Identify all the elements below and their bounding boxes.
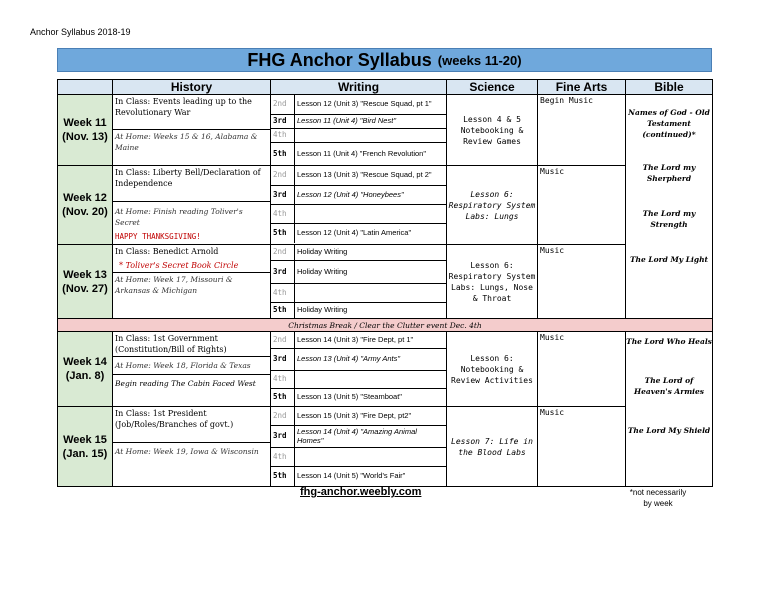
writing-grade: 2nd bbox=[271, 332, 295, 348]
writing-lesson: Lesson 12 (Unit 4) "Latin America" bbox=[297, 228, 412, 238]
header-row bbox=[58, 80, 713, 95]
writing-grade: 4th bbox=[271, 205, 295, 223]
history-at-home: At Home: Weeks 15 & 16, Alabama & Maine bbox=[115, 132, 258, 152]
writing-row bbox=[271, 224, 446, 243]
bible-cell-bottom bbox=[626, 332, 713, 487]
history-at-home: At Home: Week 19, Iowa & Wisconsin bbox=[115, 447, 259, 456]
writing-lesson: Lesson 13 (Unit 4) "Army Ants" bbox=[297, 354, 401, 364]
writing-cell bbox=[271, 95, 447, 166]
history-note: Begin reading The Cabin Faced West bbox=[115, 379, 256, 388]
writing-lesson: Lesson 11 (Unit 4) "French Revolution" bbox=[297, 148, 426, 158]
writing-grade: 2nd bbox=[271, 95, 295, 114]
history-at-home: At Home: Week 17, Missouri & Arkansas & Michigan bbox=[115, 275, 233, 295]
writing-lesson bbox=[295, 205, 446, 223]
science-text: Lesson 6: Respiratory System Labs: Lungs bbox=[448, 189, 536, 221]
history-in-class: In Class: Benedict Arnold bbox=[115, 247, 219, 256]
header-bible: Bible bbox=[626, 80, 713, 95]
writing-grade: 5th bbox=[271, 143, 295, 165]
history-cell bbox=[113, 95, 271, 166]
writing-row bbox=[271, 115, 446, 129]
history-at-home: At Home: Finish reading Toliver's Secret bbox=[115, 207, 243, 227]
writing-lesson: Holiday Writing bbox=[297, 247, 348, 257]
writing-row bbox=[271, 371, 446, 389]
writing-row bbox=[271, 332, 446, 349]
writing-row bbox=[271, 349, 446, 371]
writing-grade: 3rd bbox=[271, 349, 295, 370]
writing-lesson bbox=[295, 284, 446, 302]
page-subtitle: (weeks 11-20) bbox=[437, 52, 522, 68]
writing-lesson bbox=[295, 129, 446, 142]
fine-arts-cell: Music bbox=[538, 332, 626, 407]
syllabus-table bbox=[57, 79, 713, 487]
history-in-class: In Class: 1st Government (Constitution/Bill of Rights) bbox=[113, 332, 270, 357]
history-in-class: In Class: Liberty Bell/Declaration of Independence bbox=[113, 166, 270, 202]
writing-lesson: Lesson 14 (Unit 5) "World's Fair" bbox=[297, 471, 406, 481]
writing-grade: 4th bbox=[271, 129, 295, 142]
writing-grade: 3rd bbox=[271, 186, 295, 204]
fine-arts-cell: Music bbox=[538, 166, 626, 245]
week-date: (Nov. 20) bbox=[62, 206, 108, 218]
writing-grade: 5th bbox=[271, 303, 295, 318]
writing-row bbox=[271, 303, 446, 318]
header-week bbox=[58, 80, 113, 95]
writing-lesson: Lesson 12 (Unit 3) "Rescue Squad, pt 1" bbox=[297, 99, 432, 109]
week-date: (Nov. 13) bbox=[62, 131, 108, 143]
table-row bbox=[58, 166, 713, 245]
writing-lesson: Lesson 13 (Unit 5) "Steamboat" bbox=[297, 392, 402, 402]
document-label: Anchor Syllabus 2018-19 bbox=[30, 27, 131, 37]
week-cell bbox=[58, 95, 113, 166]
break-notice: Christmas Break / Clear the Clutter event Dec. 4th bbox=[58, 319, 713, 332]
table-row bbox=[58, 332, 713, 407]
writing-lesson bbox=[295, 371, 446, 388]
week-label: Week 14 bbox=[63, 356, 107, 368]
bible-entry: Names of God - Old Testament (continued)* bbox=[628, 108, 710, 139]
writing-lesson: Lesson 13 (Unit 3) "Rescue Squad, pt 2" bbox=[297, 170, 432, 180]
writing-row bbox=[271, 448, 446, 467]
history-at-home: At Home: Week 18, Florida & Texas bbox=[113, 357, 270, 375]
history-cell bbox=[113, 245, 271, 319]
writing-lesson: Lesson 15 (Unit 3) "Fire Dept, pt2" bbox=[297, 410, 412, 420]
writing-grade: 3rd bbox=[271, 115, 295, 128]
bible-entry: The Lord My Light bbox=[629, 255, 709, 264]
writing-row bbox=[271, 186, 446, 205]
science-cell: Lesson 4 & 5 Notebooking & Review Games bbox=[447, 95, 538, 166]
history-in-class: In Class: 1st President (Job/Roles/Branches of govt.) bbox=[113, 407, 270, 443]
writing-grade: 4th bbox=[271, 284, 295, 302]
history-in-class: In Class: Events leading up to the Revolutionary War bbox=[113, 95, 270, 130]
table-row bbox=[58, 95, 713, 166]
writing-grade: 4th bbox=[271, 448, 295, 466]
writing-row bbox=[271, 389, 446, 406]
writing-grade: 5th bbox=[271, 389, 295, 406]
science-cell: Lesson 6: Notebooking & Review Activities bbox=[447, 332, 538, 407]
bible-entry: The Lord of Heaven's Armies bbox=[634, 376, 704, 396]
week-cell bbox=[58, 407, 113, 487]
footer-note: *not necessarily by week bbox=[629, 488, 687, 508]
week-label: Week 11 bbox=[63, 117, 107, 129]
week-cell bbox=[58, 166, 113, 245]
week-date: (Jan. 8) bbox=[65, 370, 105, 382]
writing-cell bbox=[271, 166, 447, 245]
writing-row bbox=[271, 426, 446, 448]
writing-row bbox=[271, 143, 446, 165]
writing-row bbox=[271, 245, 446, 261]
writing-row bbox=[271, 467, 446, 486]
history-cell bbox=[113, 407, 271, 487]
header-writing: Writing bbox=[271, 80, 447, 95]
fine-arts-cell: Begin Music bbox=[538, 95, 626, 166]
writing-grade: 3rd bbox=[271, 426, 295, 447]
writing-cell bbox=[271, 332, 447, 407]
writing-row bbox=[271, 166, 446, 186]
writing-lesson: Holiday Writing bbox=[297, 266, 348, 276]
header-science: Science bbox=[447, 80, 538, 95]
week-cell bbox=[58, 332, 113, 407]
writing-grade: 4th bbox=[271, 371, 295, 388]
bible-entry: The Lord my Sherpherd bbox=[642, 163, 696, 183]
bible-cell-top bbox=[626, 95, 713, 319]
writing-row bbox=[271, 95, 446, 115]
writing-grade: 2nd bbox=[271, 407, 295, 425]
history-note: HAPPY THANKSGIVING! bbox=[115, 232, 201, 241]
week-date: (Nov. 27) bbox=[62, 282, 108, 295]
fine-arts-cell: Music bbox=[538, 407, 626, 487]
writing-row bbox=[271, 205, 446, 224]
writing-lesson: Lesson 14 (Unit 3) "Fire Dept, pt 1" bbox=[297, 334, 414, 344]
writing-grade: 2nd bbox=[271, 245, 295, 260]
title-bar bbox=[57, 48, 712, 72]
week-label: Week 12 bbox=[63, 192, 107, 204]
writing-row bbox=[271, 284, 446, 303]
writing-row bbox=[271, 129, 446, 143]
writing-row bbox=[271, 261, 446, 284]
writing-lesson bbox=[295, 448, 446, 466]
fine-arts-cell: Music bbox=[538, 245, 626, 319]
science-cell bbox=[447, 407, 538, 487]
history-note: * Toliver's Secret Book Circle bbox=[113, 259, 270, 273]
history-cell bbox=[113, 332, 271, 407]
bible-entry: The Lord My Shield bbox=[627, 426, 711, 435]
header-fine-arts: Fine Arts bbox=[538, 80, 626, 95]
bible-entry: The Lord my Strength bbox=[642, 209, 696, 229]
week-cell bbox=[58, 245, 113, 319]
page-title: FHG Anchor Syllabus bbox=[247, 49, 432, 70]
writing-cell bbox=[271, 245, 447, 319]
writing-grade: 5th bbox=[271, 467, 295, 486]
footer-link[interactable]: fhg-anchor.weebly.com bbox=[300, 486, 422, 498]
writing-grade: 3rd bbox=[271, 261, 295, 283]
writing-grade: 5th bbox=[271, 224, 295, 243]
header-history: History bbox=[113, 80, 271, 95]
history-cell bbox=[113, 166, 271, 245]
break-row bbox=[58, 319, 713, 332]
writing-grade: 2nd bbox=[271, 166, 295, 185]
writing-lesson: Holiday Writing bbox=[297, 305, 348, 315]
writing-row bbox=[271, 407, 446, 426]
week-label: Week 15 bbox=[63, 433, 107, 446]
week-label: Week 13 bbox=[63, 268, 107, 281]
week-date: (Jan. 15) bbox=[62, 447, 108, 460]
science-text: Lesson 7: Life in the Blood Labs bbox=[451, 436, 533, 457]
writing-lesson: Lesson 12 (Unit 4) "Honeybees" bbox=[297, 189, 404, 199]
writing-cell bbox=[271, 407, 447, 487]
table-row bbox=[58, 407, 713, 487]
bible-entry: The Lord Who Heals bbox=[626, 337, 712, 346]
science-cell bbox=[447, 166, 538, 245]
writing-lesson: Lesson 14 (Unit 4) "Amazing Animal Homes" bbox=[297, 427, 417, 445]
science-cell: Lesson 6: Respiratory System Labs: Lungs, Nose & Throat bbox=[447, 245, 538, 319]
writing-lesson: Lesson 11 (Unit 4) "Bird Nest" bbox=[297, 116, 396, 126]
table-row bbox=[58, 245, 713, 319]
